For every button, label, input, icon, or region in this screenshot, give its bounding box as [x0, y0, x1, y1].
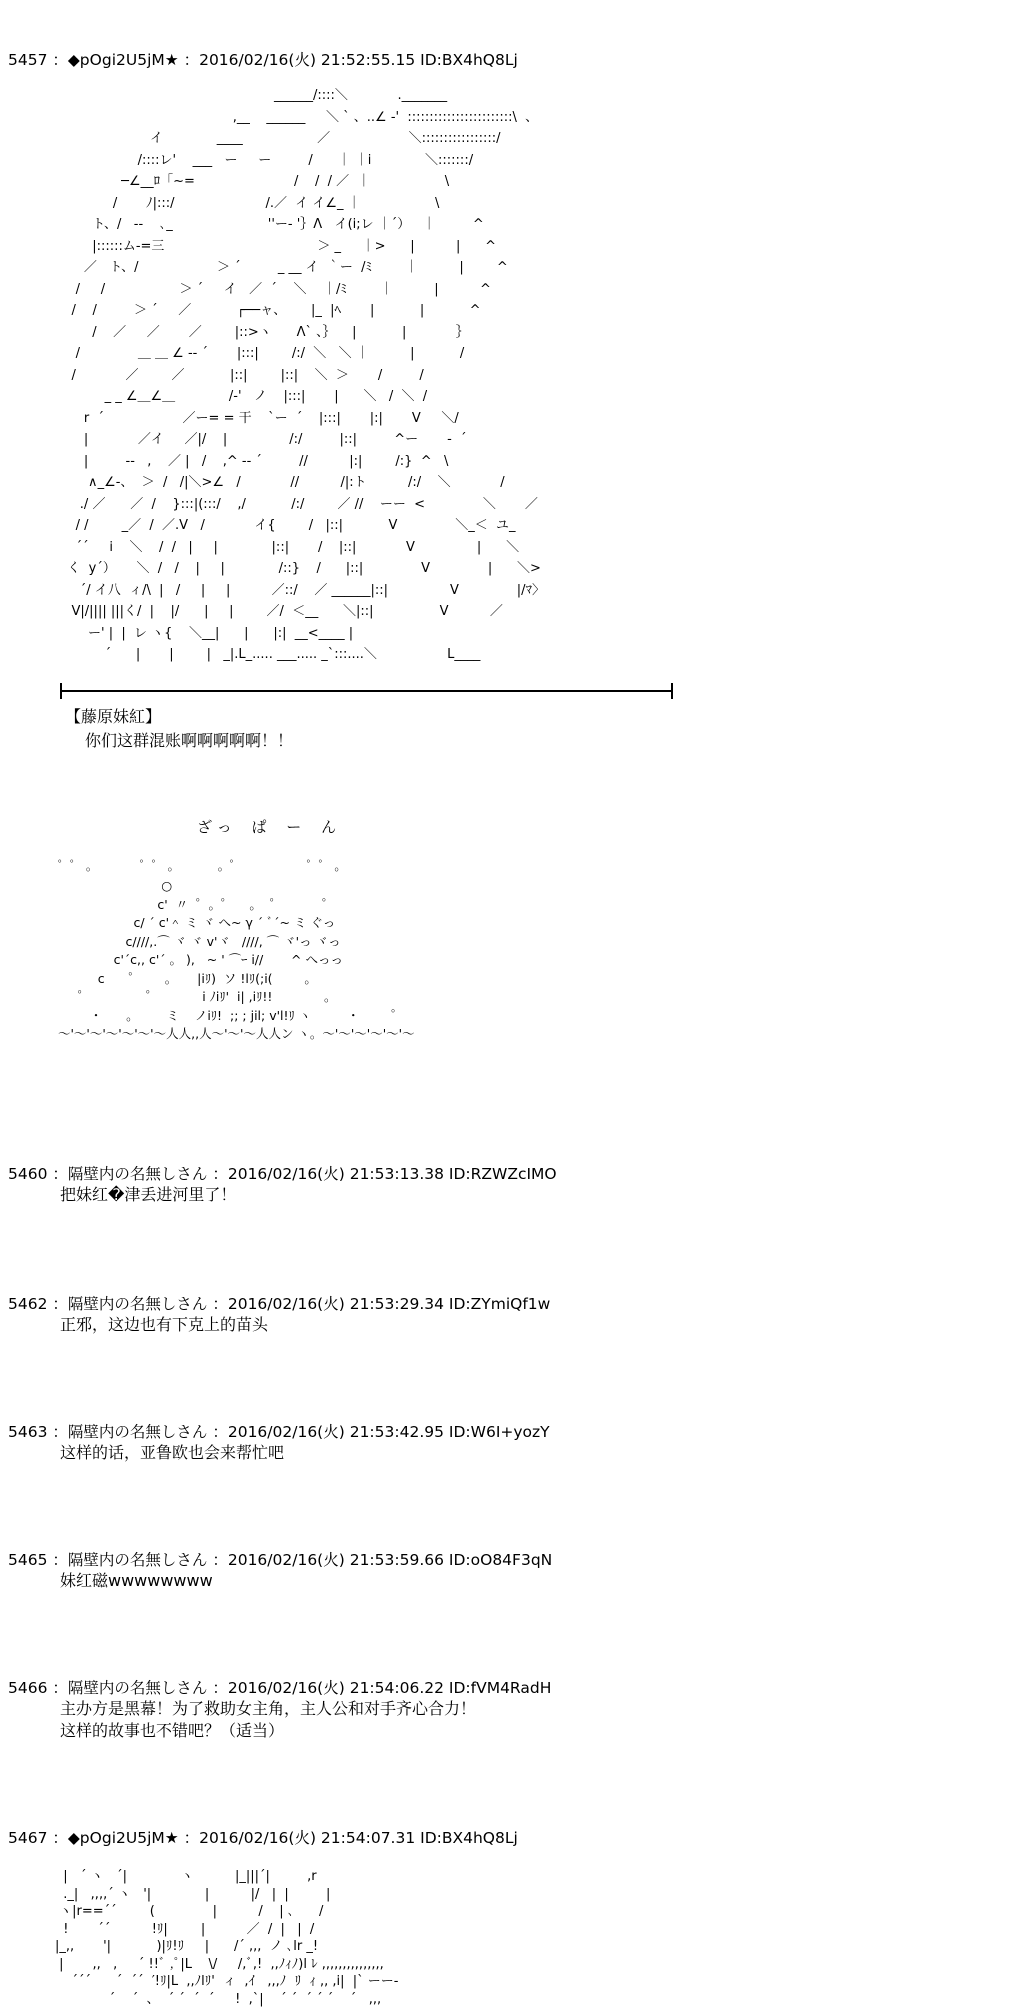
post-number[interactable]: 5462: [8, 1295, 48, 1313]
post-body-line-2: 这样的故事也不错吧？（适当）: [60, 1721, 285, 1740]
post-body: 正邪，这边也有下克上的苗头: [60, 1315, 269, 1334]
poster-name: ◆pOgi2U5jM★: [67, 1829, 179, 1847]
poster-name: 隔壁内の名無しさん: [67, 1679, 208, 1697]
post-date: 2016/02/16(火) 21:53:29.34: [227, 1295, 444, 1313]
speech-line: 你们这群混账啊啊啊啊啊！！: [85, 731, 294, 750]
post-date: 2016/02/16(火) 21:52:55.15: [199, 51, 416, 69]
post-5460: [8, 1164, 1017, 1206]
post-5465: [8, 1550, 1017, 1592]
post-date: 2016/02/16(火) 21:53:59.66: [227, 1551, 444, 1569]
poster-name: 隔壁内の名無しさん: [67, 1165, 208, 1183]
post-header: 5466 ：隔壁内の名無しさん ：2016/02/16(火) 21:54:06.22 ID:fVM4RadH: [8, 1679, 552, 1697]
post-header: 5460 ：隔壁内の名無しさん ：2016/02/16(火) 21:53:13.38 ID:RZWZcIMO: [8, 1165, 557, 1183]
post-body: 主办方是黑幕！为了救助女主角，主人公和对手齐心合力！: [60, 1699, 477, 1718]
poster-id[interactable]: ID:fVM4RadH: [448, 1679, 552, 1697]
ruler-line: [60, 690, 673, 692]
post-5457: [8, 50, 1017, 70]
poster-name: 隔壁内の名無しさん: [67, 1295, 208, 1313]
sound-effect: ざ っ ぱ ー ん: [197, 818, 337, 836]
poster-name: 隔壁内の名無しさん: [67, 1551, 208, 1569]
poster-id[interactable]: ID:ZYmiQf1w: [448, 1295, 551, 1313]
post-number[interactable]: 5467: [8, 1829, 48, 1847]
post-body: 这样的话，亚鲁欧也会来帮忙吧: [60, 1443, 285, 1462]
post-header: 5467 ：◆pOgi2U5jM★ ：2016/02/16(火) 21:54:07.31 ID:BX4hQ8Lj: [8, 1829, 518, 1847]
post-number[interactable]: 5466: [8, 1679, 48, 1697]
post-header: 5457 ：◆pOgi2U5jM★ ：2016/02/16(火) 21:52:55.15 ID:BX4hQ8Lj: [8, 51, 518, 69]
post-body: 把妹红�津丢进河里了！: [60, 1185, 237, 1204]
ascii-art-figure: ______/::::＼ ._______ ,__ ______ ＼ ` 、..∠ -' ::::::::::::::::::::::::\ 、 イ ____ ／ ＼:::::::::::::::::/ /::::レ' ___ ー ー / ｜ ｜i ＼:::::::/ ─∠__ﾛ「~= / / / ／ ｜ \ / ﾉ|:::/ /.／ イ イ∠_ ｜ \ ト、/ -- ､_ ''ー- '｝Λ イ(i;レ ｜´） ｜ ^ |::::::ム-=三 ＞ _ ｜> | | ^ ／ ト、/ ＞ ´ _ __ イ ｀ー /ﾐ ｜ | ^ / / ＞ ´ イ ／ ´ ＼ ｜/ﾐ ｜ | ^ / / ＞ ´ ／ ┌──ャ、 |_ |ﾍ | | ^ / ／ ／ ／ |::>ヽ Λ` 、｝ | | ｝ / ＿ ＿ ∠ -- ´ |:::| /:/ ＼ ＼ ｜ | / / ／ ／ |::| |::| ＼ ＞ / / _ _ ∠＿∠＿ /-' ノ |:::| | ＼ / ＼ / r ´ ／ー= = 干 `ー ´ |:::| |:| V ＼/ | ／イ ／|/ | /:/ |::| ^ー - ´ | -- , ／ | / ,^ -- ´ // |:| /:} ^ \ ∧_∠-、 ＞ / /|＼>∠ / // /|:ト /:/ ＼ / ./ ／ ／ / }:::|(:::/ ,/ /:/ ／ // ーー < ＼ ／ / / _／ / ／.V / イ{ / |::| V ＼_＜ ユ_ ´´ i ＼ / / | | |::| / |::| V | ＼ く y´） ＼ / / | | /::} / |::| V | ＼> ´/ イ八 ィ/\ | / | | ／::/ ／ ______|::| V |/ﾏ〉 V|/|||| |||く/ | |/ | | ／/ ＜__ ＼|::| V ／ ー' | | レ ヽ{ ＼__| | |:| __<____ | ´ | | | _|.L_..... ___..... _`:::....＼ L____: [67, 88, 545, 662]
post-5463: [8, 1422, 1017, 1464]
ruler-tick-left: [60, 683, 62, 699]
ascii-art-splash: ○ c' 〃 ゜。゜ 。 ゜ ゜ c/ ´ c'＾ ミ ヾ へ~ γ ´ ﾞ´~ ミ ぐっ c////,.⌒ ヾ ヾ v'ヾ ////, ⌒ ヾ'っ ヾっ c'´c,, c'´ 。 ), ~ ' ⌒ｰ i// ^ へっっ c ゜ 。 |iﾘ) ソ !lﾘ(;i( 。 ゜ ゜ i ﾉiﾘ' i| ,iﾘ!! 。 ・ 。 ミ ノiﾘ! ;; ; jil; v'l!ﾘ ヽ ・ ゜ ～'～'～'～'～'～'～人人,,人～'～'～人人ン ヽ。～'～'～'～'～'～: [58, 878, 415, 1041]
post-number[interactable]: 5463: [8, 1423, 48, 1441]
post-5466: [8, 1678, 1017, 1742]
poster-name: ◆pOgi2U5jM★: [67, 51, 179, 69]
poster-id[interactable]: ID:BX4hQ8Lj: [420, 1829, 518, 1847]
poster-name: 隔壁内の名無しさん: [67, 1423, 208, 1441]
post-5462: [8, 1294, 1017, 1336]
post-header: 5462 ：隔壁内の名無しさん ：2016/02/16(火) 21:53:29.34 ID:ZYmiQf1w: [8, 1295, 551, 1313]
post-date: 2016/02/16(火) 21:53:13.38: [227, 1165, 444, 1183]
poster-id[interactable]: ID:BX4hQ8Lj: [420, 51, 518, 69]
post-date: 2016/02/16(火) 21:54:07.31: [199, 1829, 416, 1847]
poster-id[interactable]: ID:RZWZcIMO: [448, 1165, 557, 1183]
speaker-name: 【藤原妹紅】: [65, 707, 162, 726]
post-date: 2016/02/16(火) 21:53:42.95: [227, 1423, 444, 1441]
post-date: 2016/02/16(火) 21:54:06.22: [227, 1679, 444, 1697]
splash-dots: ゜゜ 。 ゜゜ 。 。゜ ゜゜ 。: [58, 859, 347, 873]
post-header: 5465 ：隔壁内の名無しさん ：2016/02/16(火) 21:53:59.66 ID:oO84F3qN: [8, 1551, 553, 1569]
poster-id[interactable]: ID:oO84F3qN: [448, 1551, 553, 1569]
poster-id[interactable]: ID:W6I+yozY: [448, 1423, 550, 1441]
post-number[interactable]: 5465: [8, 1551, 48, 1569]
post-body: 妹红磁wwwwwwww: [60, 1571, 213, 1590]
ascii-art-bottom: | ´ ヽ ´| ヽ |_|||´| ,r ._| ,,,,´ ヽ '| | |/ | | | ヽ|r==´´ ( | / | ､ / ! ´´ !ﾘ| | ／ / | | / |_,, '| )|ﾘ!ﾘ | /´ ,,, ノ ､lr _! | ,, , ´ !!ﾞ ,ﾟ|L \/ /,ﾞ,! ,,ﾉｨﾉ)l ﾚ ,,,,,,,,,,,,,,, ´´´ ´ ´´ ′!ﾘ|L ,,ﾉlﾘ' ィ ,ｲ ,,,ﾉ ﾘ ｨ ,, ,i| |` ーー- ´ ´ 、 ´ ´ ´ ´ ! ,`| ´ ´ ´ ´ ´ ´ ,,,: [55, 1869, 399, 2007]
post-header: 5463 ：隔壁内の名無しさん ：2016/02/16(火) 21:53:42.95 ID:W6I+yozY: [8, 1423, 550, 1441]
post-number[interactable]: 5460: [8, 1165, 48, 1183]
ruler-tick-right: [671, 683, 673, 699]
post-number[interactable]: 5457: [8, 51, 48, 69]
post-5467: [8, 1828, 1017, 1848]
